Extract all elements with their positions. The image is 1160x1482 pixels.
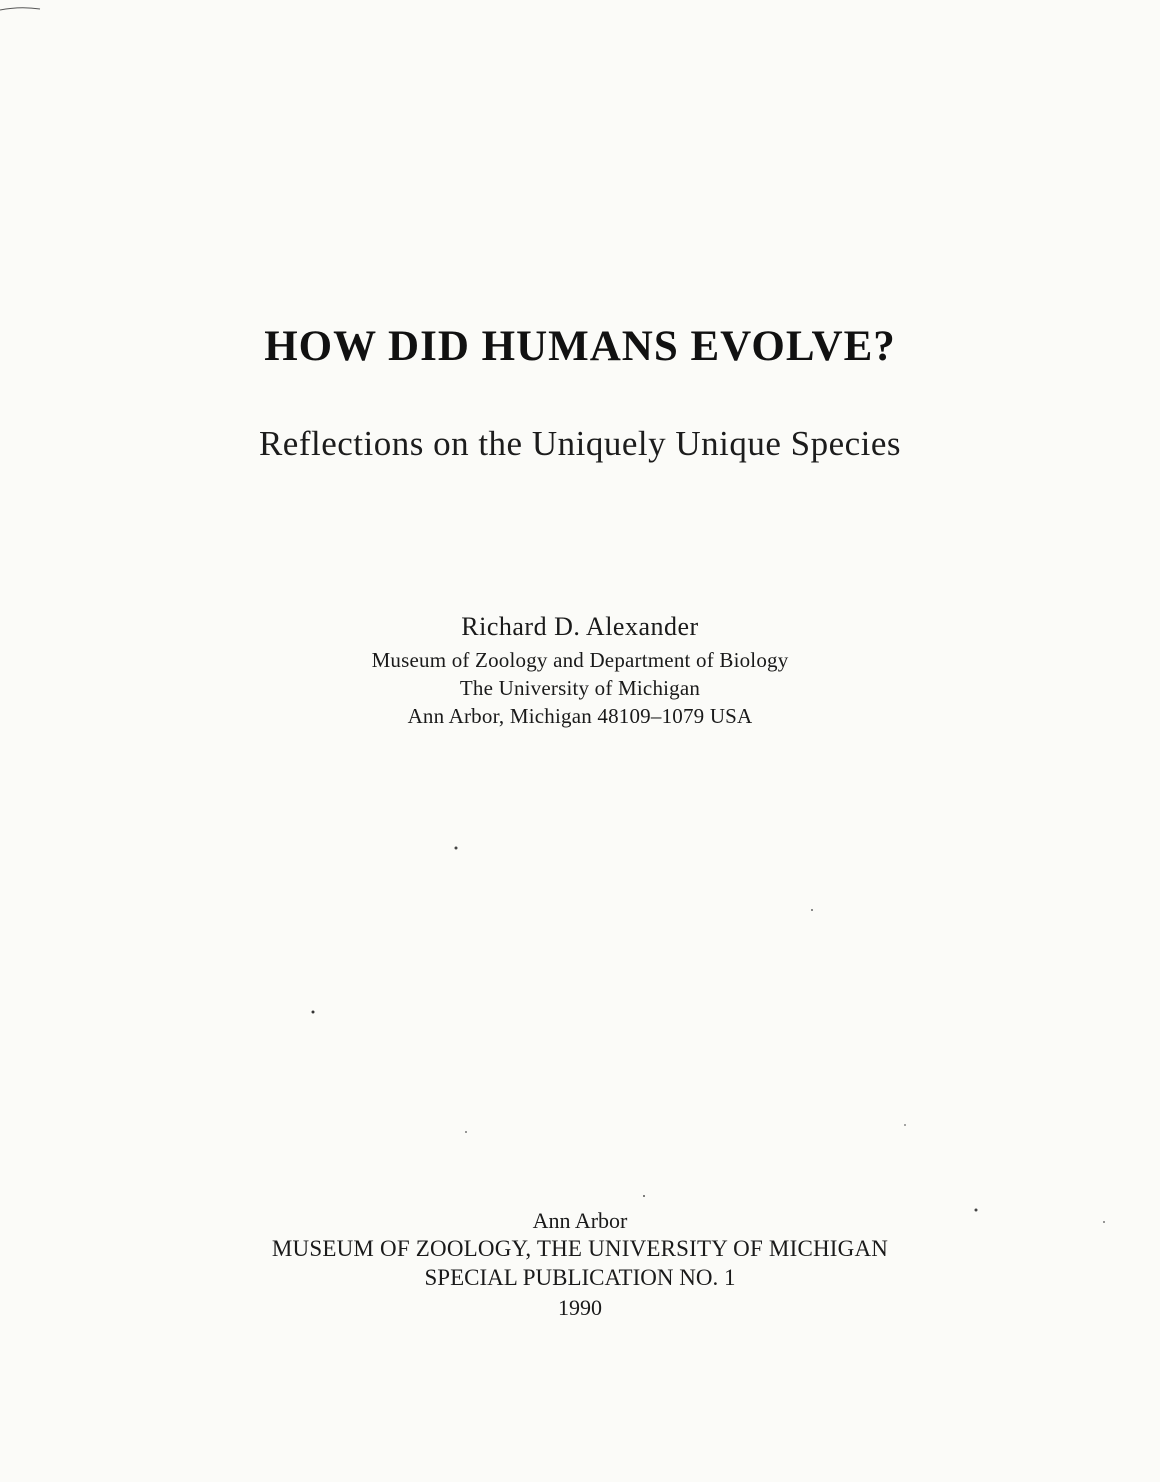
imprint-year: 1990 (558, 1295, 602, 1320)
author-affiliation: Museum of Zoology and Department of Biology (371, 648, 789, 672)
book-title: HOW DID HUMANS EVOLVE? (264, 323, 896, 370)
author-address: Ann Arbor, Michigan 48109–1079 USA (407, 704, 753, 728)
imprint-publisher: MUSEUM OF ZOOLOGY, THE UNIVERSITY OF MICHIGAN (271, 1236, 889, 1261)
imprint-series: SPECIAL PUBLICATION NO. 1 (424, 1265, 736, 1290)
author-name: Richard D. Alexander (461, 612, 699, 641)
author-institution: The University of Michigan (459, 676, 701, 700)
book-subtitle: Reflections on the Uniquely Unique Species (258, 424, 902, 463)
imprint-place: Ann Arbor (532, 1208, 628, 1233)
